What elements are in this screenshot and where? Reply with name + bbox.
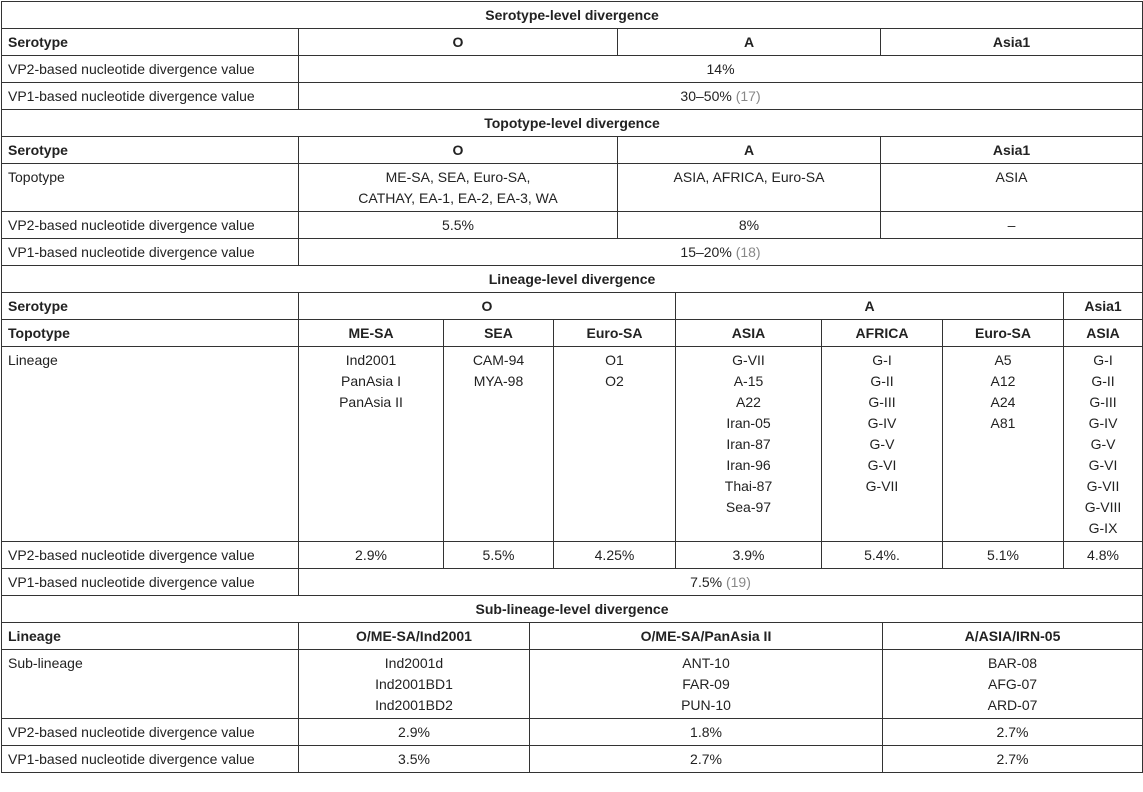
lineage-item: Ind2001 xyxy=(345,352,397,368)
topotype-header: ASIA xyxy=(1064,320,1143,347)
vp2-value: 2.9% xyxy=(299,542,444,569)
lineage-item: G-IV xyxy=(1088,415,1118,431)
topotype-header: ME-SA xyxy=(299,320,444,347)
vp2-asia1: – xyxy=(881,212,1143,239)
lineage-item: G-IX xyxy=(1088,520,1118,536)
serotype-level-table xyxy=(1,1,1143,110)
sub-lineage-cell xyxy=(530,650,883,719)
lineage-item: Sea-97 xyxy=(725,499,772,515)
lineage-item: G-II xyxy=(870,373,894,389)
lineage-item: Thai-87 xyxy=(724,478,773,494)
lineage-item: PanAsia I xyxy=(341,373,401,389)
sub-lineage-item: Ind2001BD2 xyxy=(375,697,453,713)
vp2-value: 2.9% xyxy=(299,719,530,746)
topotype-header: Euro-SA xyxy=(943,320,1064,347)
section-title: Sub-lineage-level divergence xyxy=(2,596,1143,623)
lineage-item: G-VIII xyxy=(1084,499,1122,515)
header-lineage: Lineage xyxy=(2,623,299,650)
header-lineage-col: A/ASIA/IRN-05 xyxy=(883,623,1143,650)
sub-lineage-item: FAR-09 xyxy=(682,676,730,692)
vp1-value: 15–20% xyxy=(680,244,732,260)
lineage-cell xyxy=(444,347,554,542)
header-asia1: Asia1 xyxy=(1064,293,1143,320)
lineage-label: Lineage xyxy=(2,347,299,542)
lineage-cell xyxy=(1064,347,1143,542)
topotype-asia1: ASIA xyxy=(881,164,1143,212)
topotype-header: ASIA xyxy=(676,320,822,347)
lineage-item: Iran-96 xyxy=(726,457,771,473)
section-title: Lineage-level divergence xyxy=(2,266,1143,293)
lineage-item: A22 xyxy=(736,394,761,410)
vp2-o: 5.5% xyxy=(299,212,618,239)
section-title: Serotype-level divergence xyxy=(2,2,1143,29)
topotype-header: AFRICA xyxy=(822,320,943,347)
lineage-cell xyxy=(822,347,943,542)
vp1-value: 30–50% xyxy=(680,88,732,104)
sub-lineage-cell xyxy=(299,650,530,719)
header-serotype: Serotype xyxy=(2,29,299,56)
vp1-label: VP1-based nucleotide divergence value xyxy=(2,746,299,773)
vp1-value-cell xyxy=(299,239,1143,266)
topotype-level-table xyxy=(1,109,1143,266)
vp1-value-cell xyxy=(299,83,1143,110)
lineage-item: G-V xyxy=(1090,436,1116,452)
lineage-cell xyxy=(676,347,822,542)
vp1-value: 7.5% xyxy=(690,574,723,590)
vp2-value: 2.7% xyxy=(883,719,1143,746)
reference-link[interactable]: (18) xyxy=(735,244,761,260)
vp1-label: VP1-based nucleotide divergence value xyxy=(2,83,299,110)
lineage-cell xyxy=(554,347,676,542)
lineage-item: G-VII xyxy=(1086,478,1120,494)
vp1-label: VP1-based nucleotide divergence value xyxy=(2,239,299,266)
header-a: A xyxy=(618,137,881,164)
topotype-label: Topotype xyxy=(2,164,299,212)
lineage-item: A12 xyxy=(990,373,1016,389)
topotype-header: Euro-SA xyxy=(554,320,676,347)
lineage-item: G-VI xyxy=(867,457,897,473)
header-serotype: Serotype xyxy=(2,137,299,164)
header-asia1: Asia1 xyxy=(881,29,1143,56)
lineage-item: G-III xyxy=(868,394,896,410)
header-a: A xyxy=(676,293,1064,320)
vp2-value: 14% xyxy=(299,56,1143,83)
header-lineage-col: O/ME-SA/Ind2001 xyxy=(299,623,530,650)
topotype-a: ASIA, AFRICA, Euro-SA xyxy=(618,164,881,212)
sub-lineage-level-table xyxy=(1,595,1143,773)
vp1-label: VP1-based nucleotide divergence value xyxy=(2,569,299,596)
sub-lineage-item: BAR-08 xyxy=(988,655,1038,671)
vp2-label: VP2-based nucleotide divergence value xyxy=(2,542,299,569)
vp1-value-cell xyxy=(299,569,1143,596)
vp2-label: VP2-based nucleotide divergence value xyxy=(2,719,299,746)
topotype-o-line: ME-SA, SEA, Euro-SA, xyxy=(385,169,531,185)
vp2-label: VP2-based nucleotide divergence value xyxy=(2,56,299,83)
sub-lineage-item: Ind2001BD1 xyxy=(375,676,453,692)
lineage-item: O1 xyxy=(605,352,624,368)
vp1-value: 2.7% xyxy=(530,746,883,773)
vp1-value: 3.5% xyxy=(299,746,530,773)
sub-lineage-item: AFG-07 xyxy=(988,676,1038,692)
lineage-cell xyxy=(943,347,1064,542)
lineage-item: G-VII xyxy=(732,352,765,368)
lineage-item: G-I xyxy=(872,352,892,368)
lineage-item: Iran-87 xyxy=(726,436,771,452)
vp2-value: 5.5% xyxy=(444,542,554,569)
lineage-item: A5 xyxy=(994,352,1012,368)
lineage-item: A81 xyxy=(990,415,1016,431)
vp2-label: VP2-based nucleotide divergence value xyxy=(2,212,299,239)
vp2-value: 4.8% xyxy=(1064,542,1143,569)
vp2-value: 4.25% xyxy=(554,542,676,569)
vp2-a: 8% xyxy=(618,212,881,239)
vp2-value: 5.4%. xyxy=(822,542,943,569)
header-o: O xyxy=(299,137,618,164)
lineage-item: MYA-98 xyxy=(473,373,524,389)
lineage-item: O2 xyxy=(605,373,624,389)
sub-lineage-item: Ind2001d xyxy=(384,655,444,671)
header-asia1: Asia1 xyxy=(881,137,1143,164)
lineage-item: G-II xyxy=(1091,373,1115,389)
section-title: Topotype-level divergence xyxy=(2,110,1143,137)
vp2-value: 5.1% xyxy=(943,542,1064,569)
header-a: A xyxy=(618,29,881,56)
lineage-item: A24 xyxy=(990,394,1016,410)
lineage-cell xyxy=(299,347,444,542)
header-topotype: Topotype xyxy=(2,320,299,347)
lineage-item: G-I xyxy=(1093,352,1113,368)
lineage-item: G-IV xyxy=(867,415,897,431)
lineage-item: CAM-94 xyxy=(472,352,525,368)
lineage-item: A-15 xyxy=(733,373,764,389)
lineage-item: G-V xyxy=(869,436,895,452)
sub-lineage-label: Sub-lineage xyxy=(2,650,299,719)
lineage-item: G-III xyxy=(1089,394,1117,410)
lineage-item: Iran-05 xyxy=(726,415,771,431)
reference-link[interactable]: (19) xyxy=(725,574,751,590)
header-o: O xyxy=(299,293,676,320)
sub-lineage-cell xyxy=(883,650,1143,719)
lineage-item: PanAsia II xyxy=(339,394,403,410)
topotype-o-line: CATHAY, EA-1, EA-2, EA-3, WA xyxy=(358,190,558,206)
vp2-value: 3.9% xyxy=(676,542,822,569)
vp1-value: 2.7% xyxy=(883,746,1143,773)
header-serotype: Serotype xyxy=(2,293,299,320)
reference-link[interactable]: (17) xyxy=(735,88,761,104)
lineage-item: G-VII xyxy=(865,478,899,494)
header-lineage-col: O/ME-SA/PanAsia II xyxy=(530,623,883,650)
header-o: O xyxy=(299,29,618,56)
topotype-header: SEA xyxy=(444,320,554,347)
vp2-value: 1.8% xyxy=(530,719,883,746)
lineage-level-table xyxy=(1,265,1143,596)
sub-lineage-item: ARD-07 xyxy=(987,697,1038,713)
sub-lineage-item: ANT-10 xyxy=(682,655,730,671)
sub-lineage-item: PUN-10 xyxy=(681,697,731,713)
lineage-item: G-VI xyxy=(1088,457,1118,473)
topotype-o xyxy=(299,164,618,212)
divergence-table-page xyxy=(0,1,1143,792)
